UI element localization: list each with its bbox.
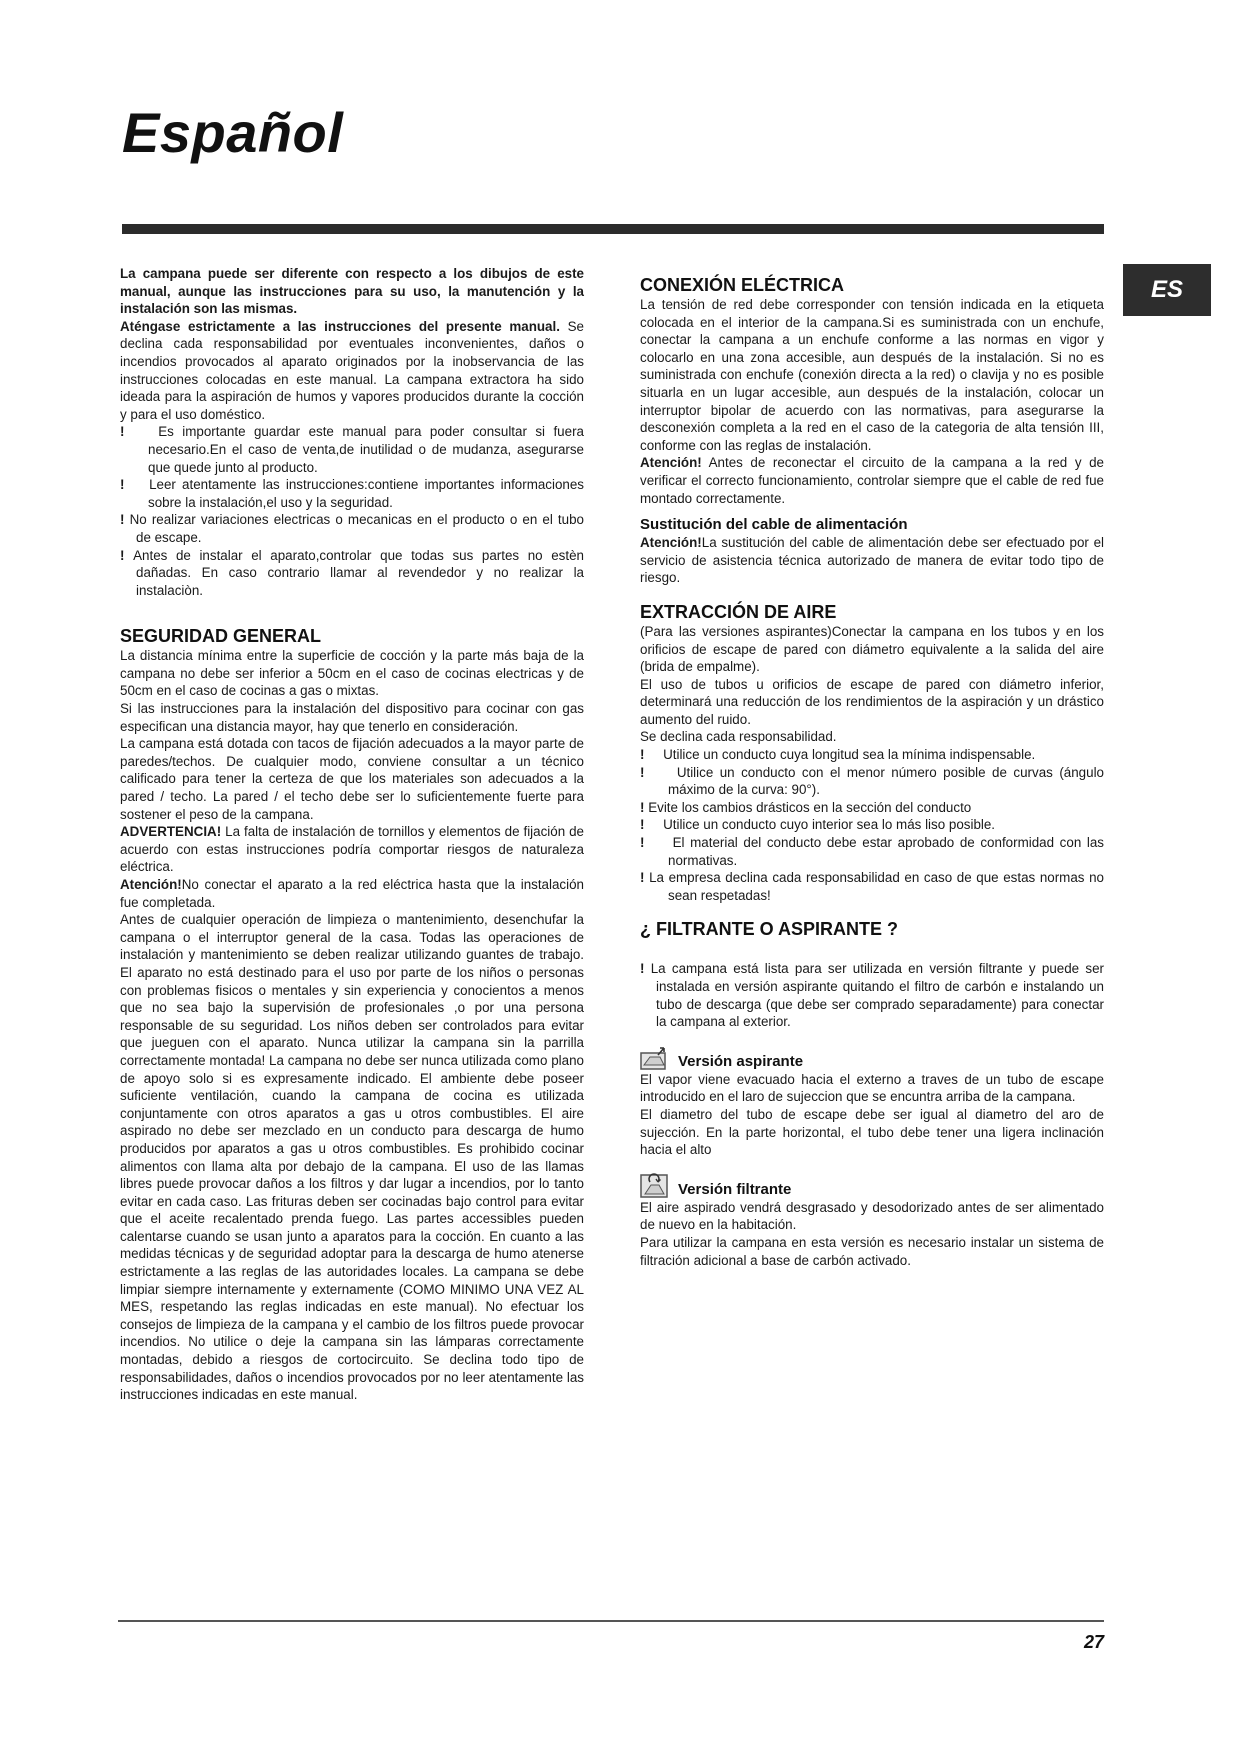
note-mark: !	[640, 817, 645, 833]
attention-paragraph	[120, 318, 584, 424]
note-mark: !	[120, 477, 125, 493]
section-heading-filter: ¿ FILTRANTE O ASPIRANTE ?	[640, 919, 898, 940]
attention-text: Se declina cada responsabilidad por eventuales inconvenientes, daños o incendios provocados al aparato originados por la inobservancia de las instrucciones colocadas en este manual. La campana extractora ha sido ideada para la aspiración de humos y vapores producidos durante la cocción y para el uso doméstico.	[120, 318, 584, 422]
filtrante-paragraph: El aire aspirado vendrá desgrasado y desodorizado antes de ser alimentado de nuevo en la habitación.	[640, 1199, 1104, 1233]
language-tab: ES	[1123, 264, 1211, 316]
security-paragraph: Si las instrucciones para la instalación del dispositivo para cocinar con gas especifican una distancia mayor, hay que tenerlo en consideración.	[120, 701, 584, 734]
section-heading-extraction: EXTRACCIÓN DE AIRE	[640, 601, 837, 622]
subheading-aspirante: Versión aspirante	[678, 1052, 804, 1070]
note-mark: !	[640, 835, 645, 851]
left-column	[120, 265, 584, 1404]
note-item: ! Utilice un conducto cuya longitud sea la mínima indispensable.	[640, 747, 1036, 763]
subheading-cable: Sustitución del cable de alimentación	[640, 516, 908, 534]
note-item: ! Antes de instalar el aparato,controlar que todas sus partes no estèn dañadas. En caso contrario llamar al revendedor y no realizar la instalaciòn.	[120, 547, 584, 598]
note-mark: !	[640, 764, 645, 780]
extraction-paragraph: (Para las versiones aspirantes)Conectar la campana en los tubos y en los orificios de escape de pared con diámetro equivalente a la salida del aire (brida de empalme).	[640, 623, 1104, 675]
intro-note: La campana puede ser diferente con respecto a los dibujos de este manual, aunque las instrucciones para su uso, la manutención y la instalación son las mismas.	[120, 266, 584, 317]
note-mark: !	[640, 961, 645, 977]
note-item: ! Utilice un conducto con el menor número posible de curvas (ángulo máximo de la curva: 90°).	[640, 764, 1104, 798]
header-divider	[122, 224, 1104, 234]
security-paragraph: La distancia mínima entre la superficie de cocción y la parte más baja de la campana no debe ser inferior a 50cm en el caso de cocinas electricas y de 50cm en el caso de cocinas a gas o mixtas.	[120, 648, 584, 699]
filtrante-hood-icon	[640, 1173, 670, 1199]
security-paragraph: La campana está dotada con tacos de fijación adecuados a la mayor parte de paredes/techos. De cualquier modo, conviene consultar a un técnico calificado para tener la certeza de que los materiales son adecuados a la pared / techo. La pared / el techo debe ser lo suficientemente fuerte para sostener el peso de la campana.	[120, 736, 584, 822]
note-mark: !	[120, 424, 125, 440]
extraction-paragraph: Se declina cada responsabilidad.	[640, 729, 837, 745]
note-item: ! Es importante guardar este manual para poder consultar si fuera necesario.En el caso de venta,de inutilidad o de mudanza, asegurarse que quede junto al producto.	[120, 424, 584, 475]
filtrante-header	[640, 1173, 1104, 1199]
aspirante-paragraph: El vapor viene evacuado hacia el externo a traves de un tubo de escape introducido en el laro de sujeccion que se encuntra arriba de la campana.	[640, 1071, 1104, 1105]
note-mark: !	[640, 870, 645, 886]
section-heading-electric: CONEXIÓN ELÉCTRICA	[640, 275, 845, 295]
aspirante-paragraph: El diametro del tubo de escape debe ser igual al diametro del aro de sujección. En la parte horizontal, el tubo debe tener una ligera inclinación hacia el alto	[640, 1106, 1104, 1158]
electric-atencion: Atención! Antes de reconectar el circuito de la campana a la red y de verificar el correcto funcionamiento, controlar siempre que el cable de red fue montado correctamente.	[640, 455, 1104, 506]
atencion-label: Atención!	[640, 455, 702, 471]
warning-paragraph: ADVERTENCIA! La falta de instalación de tornillos y elementos de fijación de acuerdo con estas instrucciones podría comportar riesgos de naturaleza eléctrica.	[120, 824, 584, 875]
extraction-paragraph: El uso de tubos u orificios de escape de pared con diámetro inferior, determinará una reducción de los rendimientos de la aspiración y un drástico aumento del ruido.	[640, 676, 1104, 727]
note-item: ! La campana está lista para ser utilizada en versión filtrante y puede ser instalada en versión aspirante quitando el filtro de carbón e instalando un tubo de descarga (que debe ser comprado separadamente) para conectar la campana al exterior.	[640, 961, 1104, 1030]
atencion-label: Atención!	[120, 877, 182, 892]
note-mark: !	[120, 512, 125, 528]
note-item: ! Leer atentamente las instrucciones:contiene importantes informaciones sobre la instalación,el uso y la seguridad.	[120, 477, 585, 510]
warning-label: ADVERTENCIA!	[120, 824, 222, 840]
atencion-label: Atención!	[640, 535, 702, 551]
note-mark: !	[640, 799, 645, 815]
page-title: Español	[122, 101, 344, 164]
page-number: 27	[1083, 1632, 1104, 1652]
section-heading-security: SEGURIDAD GENERAL	[120, 626, 322, 647]
footer-divider	[118, 1620, 1104, 1622]
attention-label: Aténgase estrictamente a las instrucciones del presente manual.	[120, 318, 560, 334]
note-item: ! El material del conducto debe estar aprobado de conformidad con las normativas.	[640, 835, 1105, 868]
electric-paragraph: La tensión de red debe corresponder con tensión indicada en la etiqueta colocada en el interior de la campana.Si es suministrada con un enchufe, conectar la campana a un enchufe conforme a las normas en vigor y colocarlo en una zona accesible, aun después de la instalación. Si no es suministrada con enchufe (conexión directa a la red) o clavija y no es posible situarla en un lugar accesible, aun después de la instalación, colocar un interruptor bipolar de acuerdo con las normativas, para asegurarse la desconexión completa a la red en el caso de la categoria de alta tensión III, conforme con las reglas de instalación.	[640, 297, 1104, 453]
aspirante-header	[640, 1045, 1104, 1071]
filtrante-paragraph: Para utilizar la campana en esta versión es necesario instalar un sistema de filtración adicional a base de carbón activado.	[640, 1234, 1104, 1268]
note-item: ! No realizar variaciones electricas o mecanicas en el producto o en el tubo de escape.	[120, 512, 584, 545]
atencion-paragraph: Atención!No conectar el aparato a la red eléctrica hasta que la instalación fue completada.	[120, 877, 584, 910]
note-item: ! Evite los cambios drásticos en la sección del conducto	[640, 799, 972, 815]
note-mark: !	[120, 547, 125, 563]
note-item: ! Utilice un conducto cuyo interior sea lo más liso posible.	[640, 817, 996, 833]
note-item: ! La empresa declina cada responsabilidad en caso de que estas normas no sean respetadas!	[640, 870, 1104, 903]
subheading-filtrante: Versión filtrante	[678, 1180, 792, 1198]
cable-paragraph: Atención!La sustitución del cable de alimentación debe ser efectuado por el servicio de asistencia técnica autorizado de manera de evitar todo tipo de riesgo.	[640, 535, 1104, 586]
security-paragraph: Antes de cualquier operación de limpieza o mantenimiento, desenchufar la campana o el interruptor general de la casa. Todas las operaciones de instalación y mantenimiento se deben realizar utilizando guantes de trabajo. El aparato no está destinado para el uso por parte de los niños o personas con problemas fisicos o mentales y sin experiencia y conocientos a menos que no sea bajo la supervisión de profesionales ,o por una persona responsable de su seguridad. Los niños deben ser controlados para evitar que jueguen con el aparato. Nunca utilizar la campana sin la parrilla correctamente montada! La campana no debe ser nunca utilizada como plano de apoyo solo si es expresamente indicado. El ambiente debe poseer suficiente ventilación, cuando la campana de cocina es utilizada conjuntamente con otros aparatos a gas u otros combustibles. El aire aspirado no debe ser mezclado en un conducto para descarga de humo producidos por aparatos a gas u otros combustibles. Es prohibido cocinar alimentos con llama alta por debajo de la campana. El uso de las llamas libres puede provocar daños a los filtros y dar lugar a incendios, por lo tanto evitar en cada caso. Las frituras deben ser cocinadas bajo control para evitar que el aceite recalentado prenda fuego. Las partes accessibles pueden calentarse cuando se usan junto a aparatos para la cocción. En cuanto a las medidas técnicas y de seguridad adoptar para la descarga de humo atenerse estrictamente a las reglas de las autoridades locales. La campana se debe limpiar siempre internamente y externamente (COMO MINIMO UNA VEZ AL MES, respetando las reglas indicadas en este manual). No efectuar los consejos de limpieza de la campana y el cambio de los filtros puede provocar incendios. No utilice o deje la campana sin las lámparas correctamente montadas, debido a riesgos de cortocircuito. Se declina todo tipo de responsabilidades, daños o incendios provocados por no leer atentamente las instrucciones indicadas en este manual.	[120, 912, 584, 1403]
right-column	[640, 274, 1104, 1269]
aspirante-hood-icon	[640, 1045, 670, 1071]
note-mark: !	[640, 747, 645, 763]
